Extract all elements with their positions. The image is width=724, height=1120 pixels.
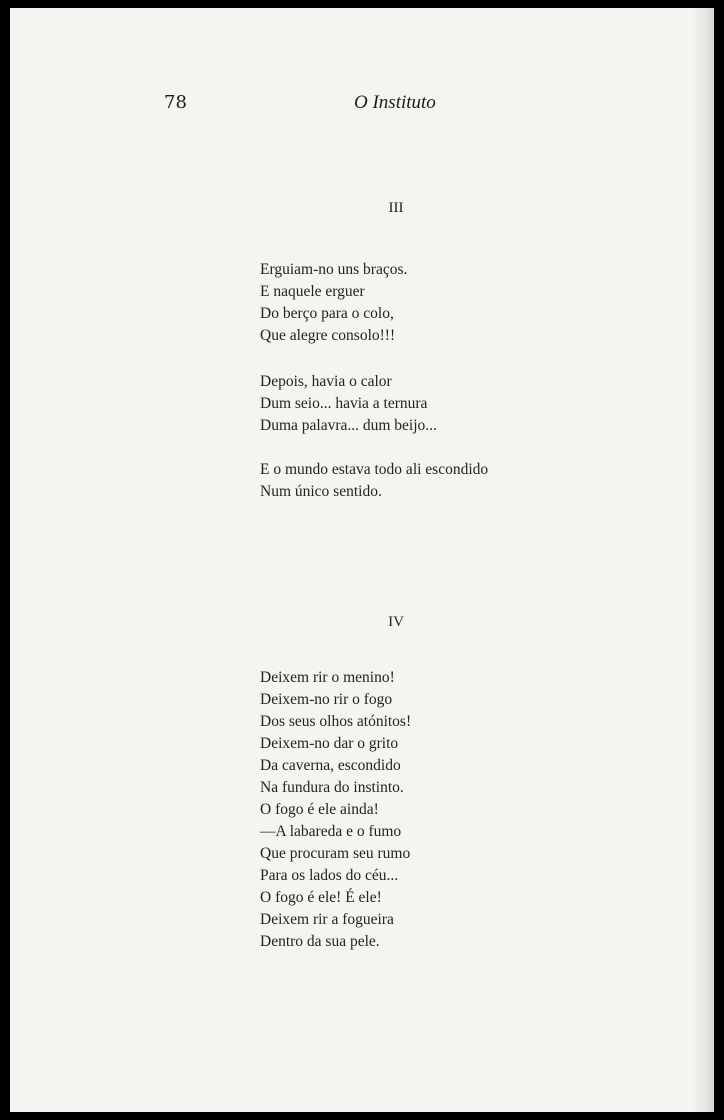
poem-line: Dentro da sua pele. xyxy=(260,933,380,950)
poem-line: Duma palavra... dum beijo... xyxy=(260,417,437,434)
poem-line: Da caverna, escondido xyxy=(260,757,401,774)
poem-line: Na fundura do instinto. xyxy=(260,779,404,796)
section-numeral-iv: IV xyxy=(388,614,404,630)
poem-line: Que procuram seu rumo xyxy=(260,845,411,862)
poem-line: Do berço para o colo, xyxy=(260,305,394,322)
binding-shadow xyxy=(692,8,714,1112)
poem-line: Erguiam-no uns braços. xyxy=(260,261,408,278)
poem-line: Deixem rir o menino! xyxy=(260,669,395,686)
stanza xyxy=(260,459,488,503)
page-number: 78 xyxy=(164,92,187,113)
poem-line: Para os lados do céu... xyxy=(260,867,399,884)
paper-sheet xyxy=(10,8,714,1112)
poem-line: Que alegre consolo!!! xyxy=(260,327,396,344)
poem-line: Deixem-no rir o fogo xyxy=(260,691,393,708)
running-head: O Instituto xyxy=(354,92,436,113)
stanza xyxy=(260,259,407,347)
poem-line: Deixem-no dar o grito xyxy=(260,735,399,752)
poem-line: Depois, havia o calor xyxy=(260,373,392,390)
poem-line: Dos seus olhos atónitos! xyxy=(260,713,412,730)
poem-line: Dum seio... havia a ternura xyxy=(260,395,428,412)
poem-line: E naquele erguer xyxy=(260,283,365,300)
poem-line: O fogo é ele! É ele! xyxy=(260,889,382,906)
stanza xyxy=(260,371,437,437)
poem-line: —A labareda e o fumo xyxy=(260,823,402,840)
section-numeral-iii: III xyxy=(388,200,404,216)
stanza xyxy=(260,667,411,953)
poem-line: Deixem rir a fogueira xyxy=(260,911,394,928)
poem-line: O fogo é ele ainda! xyxy=(260,801,379,818)
poem-line: Num único sentido. xyxy=(260,483,382,500)
poem-line: E o mundo estava todo ali escondido xyxy=(260,461,489,478)
